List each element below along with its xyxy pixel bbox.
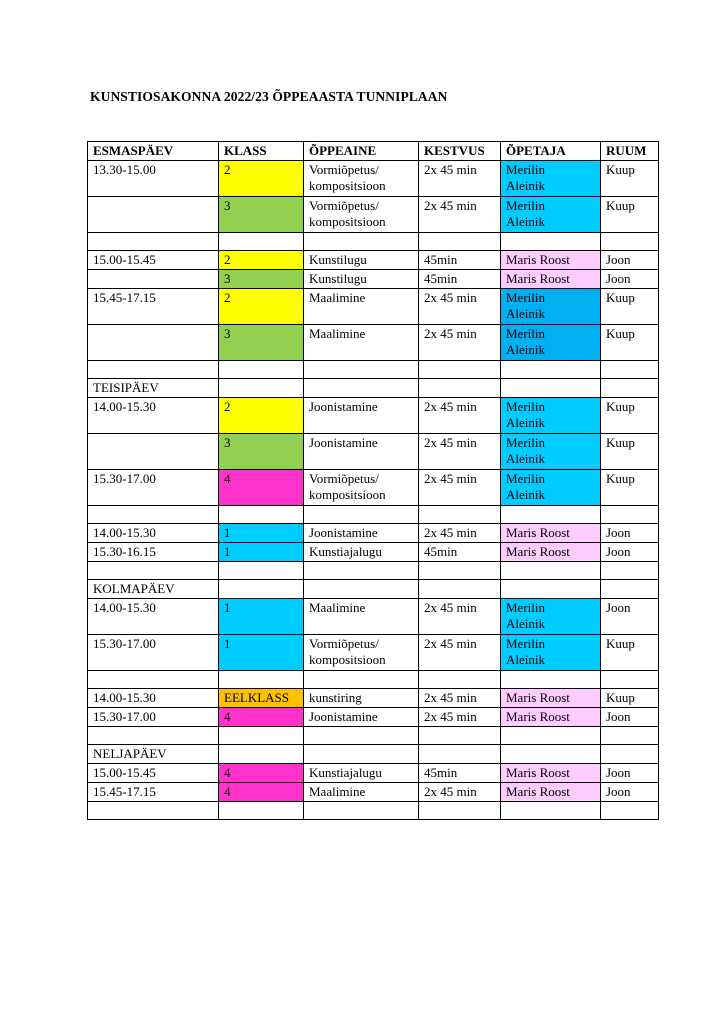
table-row <box>88 635 659 671</box>
header-row <box>88 142 659 161</box>
subject-cell: Maalimine <box>304 783 419 802</box>
duration-cell: 45min <box>419 543 501 562</box>
time-cell <box>88 197 219 233</box>
teacher-cell: Merilin Aleinik <box>501 289 601 325</box>
table-row <box>88 289 659 325</box>
table-row <box>88 708 659 727</box>
time-cell: 15.30-17.00 <box>88 635 219 671</box>
empty-row <box>88 361 659 379</box>
duration-cell: 45min <box>419 764 501 783</box>
klass-cell: 3 <box>219 434 304 470</box>
duration-cell: 2x 45 min <box>419 398 501 434</box>
header-kestvus: KESTVUS <box>419 142 501 161</box>
room-cell: Kuup <box>601 470 659 506</box>
duration-cell: 2x 45 min <box>419 434 501 470</box>
subject-cell: Joonistamine <box>304 524 419 543</box>
table-row <box>88 543 659 562</box>
subject-cell: Kunstilugu <box>304 270 419 289</box>
time-cell: 15.45-17.15 <box>88 783 219 802</box>
duration-cell: 2x 45 min <box>419 524 501 543</box>
duration-cell: 2x 45 min <box>419 635 501 671</box>
header-klass: KLASS <box>219 142 304 161</box>
subject-cell: Maalimine <box>304 325 419 361</box>
klass-cell: 2 <box>219 251 304 270</box>
time-cell: 15.45-17.15 <box>88 289 219 325</box>
day-row <box>88 379 659 398</box>
room-cell: Joon <box>601 599 659 635</box>
table-row <box>88 270 659 289</box>
duration-cell: 2x 45 min <box>419 783 501 802</box>
room-cell: Joon <box>601 524 659 543</box>
day-row <box>88 580 659 599</box>
time-cell <box>88 270 219 289</box>
duration-cell: 2x 45 min <box>419 325 501 361</box>
room-cell: Kuup <box>601 398 659 434</box>
subject-cell: Joonistamine <box>304 708 419 727</box>
teacher-cell: Merilin Aleinik <box>501 325 601 361</box>
day-label: NELJAPÄEV <box>88 745 219 764</box>
teacher-cell: Maris Roost <box>501 251 601 270</box>
teacher-cell: Merilin Aleinik <box>501 398 601 434</box>
duration-cell: 2x 45 min <box>419 599 501 635</box>
duration-cell: 2x 45 min <box>419 289 501 325</box>
teacher-cell: Maris Roost <box>501 708 601 727</box>
empty-row <box>88 802 659 820</box>
subject-cell: Joonistamine <box>304 434 419 470</box>
table-row <box>88 398 659 434</box>
time-cell: 14.00-15.30 <box>88 524 219 543</box>
header-day: ESMASPÄEV <box>88 142 219 161</box>
klass-cell: 3 <box>219 325 304 361</box>
time-cell: 14.00-15.30 <box>88 689 219 708</box>
day-row <box>88 745 659 764</box>
header-ruum: RUUM <box>601 142 659 161</box>
room-cell: Kuup <box>601 325 659 361</box>
teacher-cell: Merilin Aleinik <box>501 470 601 506</box>
subject-cell: Vormiõpetus/ kompositsioon <box>304 470 419 506</box>
day-label: KOLMAPÄEV <box>88 580 219 599</box>
day-label: TEISIPÄEV <box>88 379 219 398</box>
table-row <box>88 764 659 783</box>
table-row <box>88 161 659 197</box>
duration-cell: 2x 45 min <box>419 708 501 727</box>
klass-cell: EELKLASS <box>219 689 304 708</box>
klass-cell: 2 <box>219 161 304 197</box>
klass-cell: 1 <box>219 599 304 635</box>
time-cell <box>88 325 219 361</box>
table-row <box>88 524 659 543</box>
teacher-cell: Maris Roost <box>501 543 601 562</box>
duration-cell: 2x 45 min <box>419 470 501 506</box>
time-cell: 15.00-15.45 <box>88 764 219 783</box>
teacher-cell: Merilin Aleinik <box>501 197 601 233</box>
table-row <box>88 197 659 233</box>
subject-cell: kunstiring <box>304 689 419 708</box>
table-row <box>88 325 659 361</box>
time-cell: 13.30-15.00 <box>88 161 219 197</box>
subject-cell: Kunstiajalugu <box>304 764 419 783</box>
page-title: KUNSTIOSAKONNA 2022/23 ÕPPEAASTA TUNNIPLAAN <box>90 89 448 104</box>
table-row <box>88 689 659 708</box>
klass-cell: 1 <box>219 543 304 562</box>
teacher-cell: Merilin Aleinik <box>501 434 601 470</box>
empty-row <box>88 562 659 580</box>
table-row <box>88 470 659 506</box>
duration-cell: 2x 45 min <box>419 161 501 197</box>
room-cell: Joon <box>601 543 659 562</box>
room-cell: Joon <box>601 251 659 270</box>
klass-cell: 4 <box>219 783 304 802</box>
klass-cell: 1 <box>219 635 304 671</box>
table-row <box>88 251 659 270</box>
room-cell: Kuup <box>601 689 659 708</box>
empty-row <box>88 727 659 745</box>
empty-row <box>88 233 659 251</box>
klass-cell: 3 <box>219 197 304 233</box>
room-cell: Joon <box>601 783 659 802</box>
time-cell <box>88 434 219 470</box>
subject-cell: Kunstilugu <box>304 251 419 270</box>
time-cell: 15.30-17.00 <box>88 470 219 506</box>
time-cell: 15.30-16.15 <box>88 543 219 562</box>
subject-cell: Vormiõpetus/ kompositsioon <box>304 197 419 233</box>
teacher-cell: Maris Roost <box>501 783 601 802</box>
klass-cell: 4 <box>219 708 304 727</box>
room-cell: Joon <box>601 270 659 289</box>
room-cell: Kuup <box>601 289 659 325</box>
timetable <box>87 141 659 820</box>
empty-row <box>88 671 659 689</box>
duration-cell: 45min <box>419 251 501 270</box>
time-cell: 15.00-15.45 <box>88 251 219 270</box>
teacher-cell: Maris Roost <box>501 270 601 289</box>
time-cell: 15.30-17.00 <box>88 708 219 727</box>
klass-cell: 4 <box>219 470 304 506</box>
subject-cell: Vormiõpetus/ kompositsioon <box>304 161 419 197</box>
room-cell: Kuup <box>601 635 659 671</box>
table-row <box>88 599 659 635</box>
duration-cell: 2x 45 min <box>419 197 501 233</box>
teacher-cell: Merilin Aleinik <box>501 161 601 197</box>
teacher-cell: Merilin Aleinik <box>501 599 601 635</box>
table-row <box>88 783 659 802</box>
klass-cell: 1 <box>219 524 304 543</box>
time-cell: 14.00-15.30 <box>88 398 219 434</box>
room-cell: Joon <box>601 708 659 727</box>
subject-cell: Joonistamine <box>304 398 419 434</box>
klass-cell: 3 <box>219 270 304 289</box>
subject-cell: Kunstiajalugu <box>304 543 419 562</box>
klass-cell: 2 <box>219 289 304 325</box>
table-row <box>88 434 659 470</box>
header-oppeaine: ÕPPEAINE <box>304 142 419 161</box>
room-cell: Kuup <box>601 434 659 470</box>
teacher-cell: Maris Roost <box>501 524 601 543</box>
teacher-cell: Maris Roost <box>501 689 601 708</box>
subject-cell: Maalimine <box>304 289 419 325</box>
room-cell: Joon <box>601 764 659 783</box>
duration-cell: 45min <box>419 270 501 289</box>
room-cell: Kuup <box>601 161 659 197</box>
klass-cell: 4 <box>219 764 304 783</box>
subject-cell: Vormiõpetus/ kompositsioon <box>304 635 419 671</box>
teacher-cell: Merilin Aleinik <box>501 635 601 671</box>
klass-cell: 2 <box>219 398 304 434</box>
empty-row <box>88 506 659 524</box>
header-opetaja: ÕPETAJA <box>501 142 601 161</box>
teacher-cell: Maris Roost <box>501 764 601 783</box>
duration-cell: 2x 45 min <box>419 689 501 708</box>
room-cell: Kuup <box>601 197 659 233</box>
time-cell: 14.00-15.30 <box>88 599 219 635</box>
subject-cell: Maalimine <box>304 599 419 635</box>
